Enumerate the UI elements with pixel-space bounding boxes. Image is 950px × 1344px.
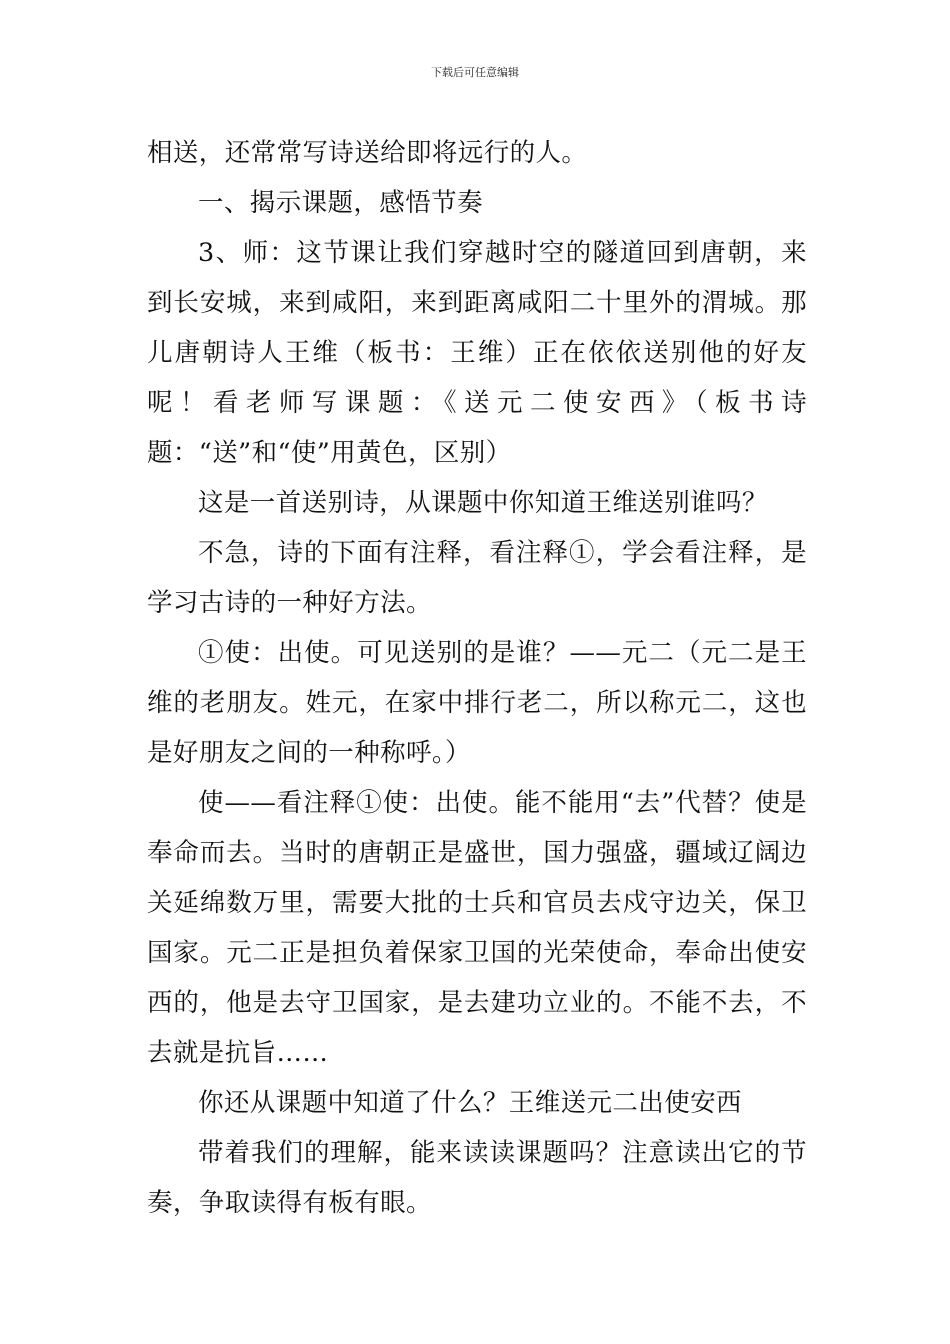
paragraph-teacher-intro: 3、师：这节课让我们穿越时空的隧道回到唐朝，来到长安城，来到咸阳，来到距离咸阳二十里外的渭城。那儿唐朝诗人王维（板书：王维）正在依依送别他的好友呢！看老师写课题：《送元二使安西》（板书诗题：“送”和“使”用黄色，区别） <box>147 238 807 468</box>
paragraph-question: 这是一首送别诗，从课题中你知道王维送别谁吗？ <box>198 488 768 518</box>
page-header: 下载后可任意编辑 <box>431 66 519 79</box>
document-body <box>147 128 807 1228</box>
section-heading: 一、揭示课题，感悟节奏 <box>198 188 483 218</box>
paragraph-annotation-one: ①使：出使。可见送别的是谁？——元二（元二是王维的老朋友。姓元，在家中排行老二，所以称元二，这也是好朋友之间的一种称呼。） <box>147 638 807 768</box>
paragraph-what-else: 你还从课题中知道了什么？王维送元二出使安西 <box>198 1088 742 1118</box>
paragraph-continuation: 相送，还常常写诗送给即将远行的人。 <box>147 138 588 168</box>
paragraph-read-title: 带着我们的理解，能来读读课题吗？注意读出它的节奏，争取读得有板有眼。 <box>147 1138 807 1218</box>
paragraph-annotation-tip: 不急，诗的下面有注释，看注释①，学会看注释，是学习古诗的一种好方法。 <box>147 538 807 618</box>
paragraph-meaning-of-shi: 使——看注释①使：出使。能不能用“去”代替？使是奉命而去。当时的唐朝正是盛世，国力强盛，疆域辽阔边关延绵数万里，需要大批的士兵和官员去戍守边关，保卫国家。元二正是担负着保家卫国的光荣使命，奉命出使安西的，他是去守卫国家，是去建功立业的。不能不去，不去就是抗旨…… <box>147 788 807 1068</box>
